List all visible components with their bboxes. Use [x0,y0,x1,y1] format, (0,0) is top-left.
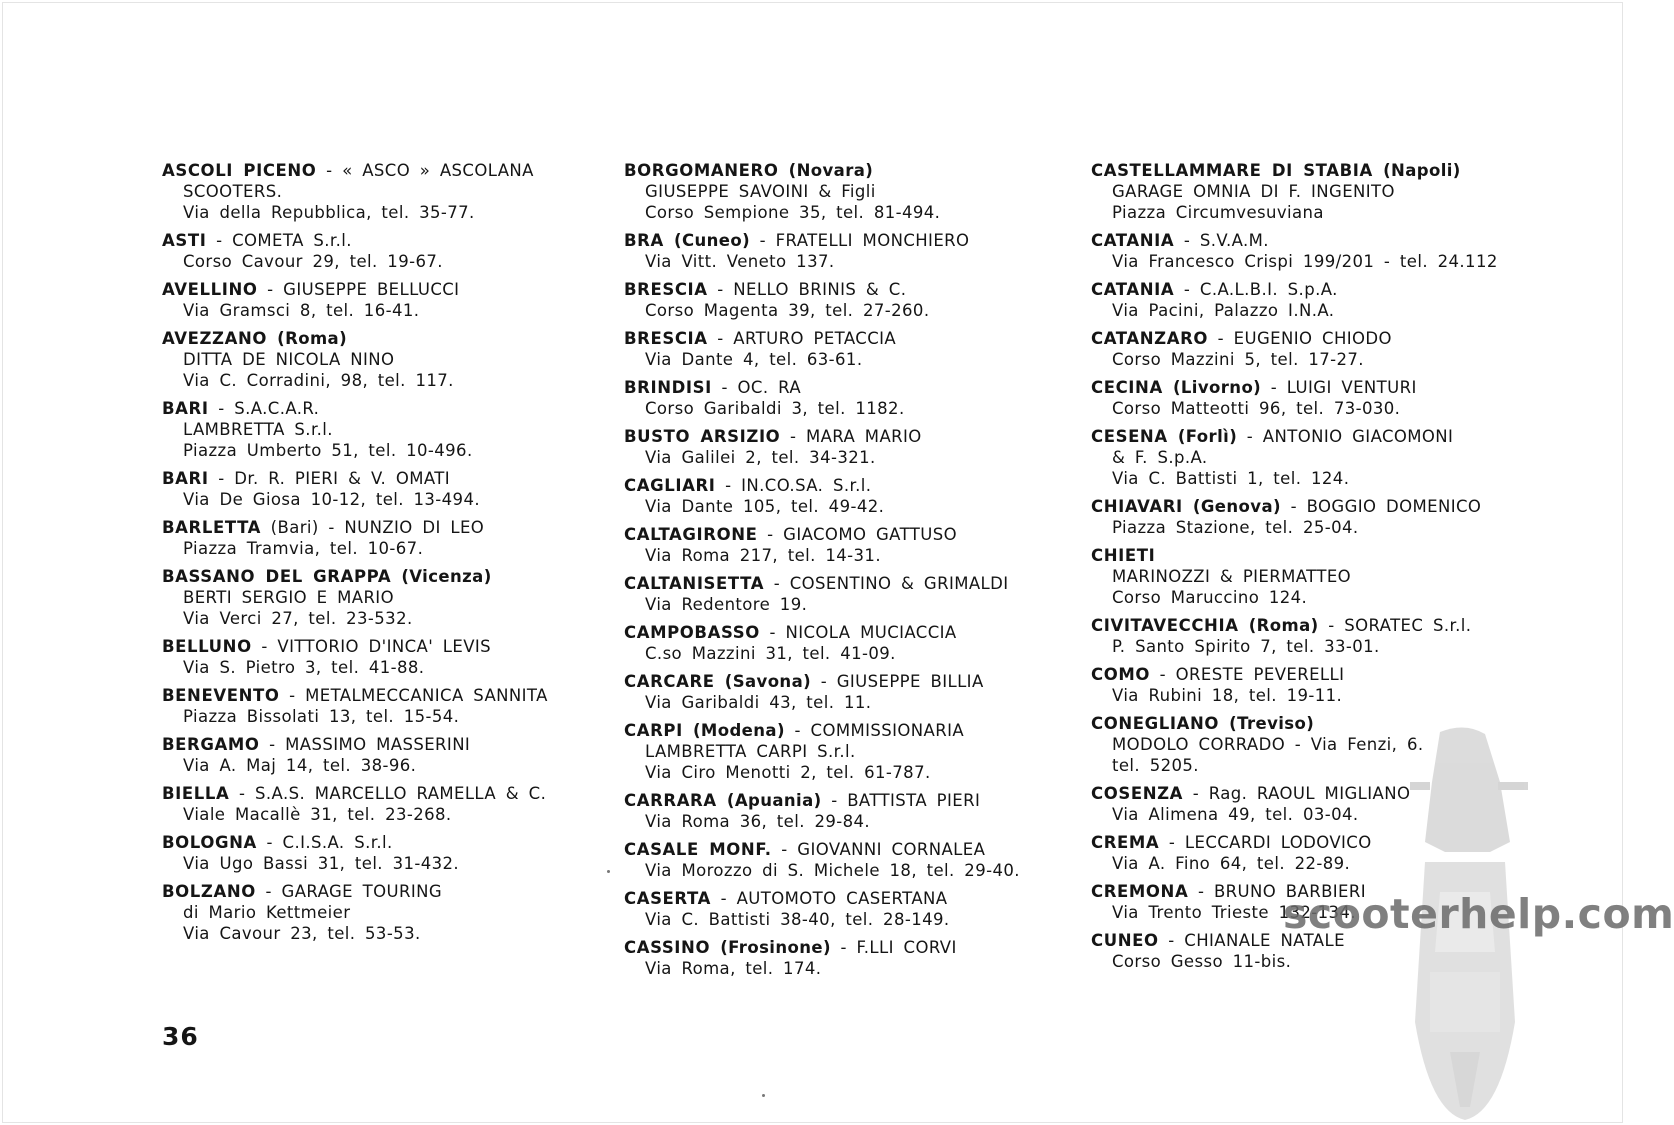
entry-city: CATANIA [1091,231,1175,250]
entry-heading-line [162,832,592,853]
entry-city: CHIAVARI [1091,497,1183,516]
scan-speck [607,870,610,873]
entry-text: Via Gramsci 8, tel. 16-41. [183,301,420,320]
entry-text: Via Ugo Bassi 31, tel. 31-432. [183,854,460,873]
entry-heading-line [162,230,592,251]
entry-city: CALTANISETTA [624,574,765,593]
directory-entry [162,685,592,727]
scan-speck [762,1094,765,1097]
entry-text: Piazza Circumvesuviana [1112,203,1324,222]
entry-region: (Forlì) [1167,427,1238,446]
entry-detail-line [1091,349,1531,370]
entry-heading-line [624,622,1064,643]
entry-text: Viale Macallè 31, tel. 23-268. [183,805,452,824]
entry-detail-line [624,447,1064,468]
entry-detail-line [162,349,592,370]
entry-detail-line [162,300,592,321]
entry-dealer: - « ASCO » ASCOLANA [316,161,534,180]
entry-city: CREMA [1091,833,1160,852]
entry-heading-line [1091,545,1531,566]
entry-region: (Treviso) [1219,714,1315,733]
entry-heading-line [624,377,1064,398]
entry-region: (Novara) [778,161,874,180]
directory-entry [162,230,592,272]
entry-detail-line [162,706,592,727]
entry-dealer: - MARA MARIO [780,427,922,446]
entry-city: CREMONA [1091,882,1189,901]
entry-text: GARAGE OMNIA DI F. INGENITO [1112,182,1395,201]
entry-text: Via Roma, tel. 174. [645,959,822,978]
entry-city: BRINDISI [624,378,712,397]
entry-heading-line [1091,328,1531,349]
entry-text: Via Roma 36, tel. 29-84. [645,812,871,831]
directory-entry [624,328,1064,370]
entry-dealer: - FRATELLI MONCHIERO [750,231,970,250]
entry-heading-line [624,671,1064,692]
entry-text: Corso Maruccino 124. [1112,588,1308,607]
directory-entry [624,622,1064,664]
entry-heading-line [624,888,1064,909]
entry-dealer: - GIOVANNI CORNALEA [771,840,986,859]
entry-detail-line [162,202,592,223]
entry-detail-line [624,398,1064,419]
entry-dealer: - F.LLI CORVI [830,938,957,957]
entry-heading-line [162,279,592,300]
entry-text: Via Cavour 23, tel. 53-53. [183,924,421,943]
directory-entry [1091,496,1531,538]
entry-text: Via della Repubblica, tel. 35-77. [183,203,475,222]
entry-heading-line [162,881,592,902]
entry-dealer: - METALMECCANICA SANNITA [279,686,548,705]
directory-entry [624,377,1064,419]
entry-region: (Savona) [714,672,812,691]
entry-heading-line [1091,377,1531,398]
entry-text: Via Vitt. Veneto 137. [645,252,835,271]
entry-dealer: - S.A.S. MARCELLO RAMELLA & C. [229,784,547,803]
entry-dealer: - S.A.C.A.R. [208,399,320,418]
entry-dealer: - C.A.L.B.I. S.p.A. [1174,280,1338,299]
directory-entry [1091,230,1531,272]
entry-text: Via Ciro Menotti 2, tel. 61-787. [645,763,931,782]
entry-city: BOLOGNA [162,833,257,852]
entry-text: Corso Mazzini 5, tel. 17-27. [1112,350,1364,369]
entry-city: BENEVENTO [162,686,280,705]
entry-dealer: - LECCARDI LODOVICO [1159,833,1372,852]
entry-heading-line [624,328,1064,349]
entry-city: CASSINO [624,938,711,957]
directory-entry [624,839,1064,881]
entry-text: GIUSEPPE SAVOINI & Figli [645,182,876,201]
entry-text: Via Dante 4, tel. 63-61. [645,350,863,369]
entry-text: Via Redentore 19. [645,595,808,614]
entry-city: ASTI [162,231,207,250]
entry-detail-line [1091,685,1531,706]
entry-dealer: - MASSIMO MASSERINI [259,735,471,754]
entry-city: CONEGLIANO [1091,714,1220,733]
entry-city: BRESCIA [624,280,708,299]
entry-city: CIVITAVECCHIA [1091,616,1239,635]
entry-dealer: - BOGGIO DOMENICO [1280,497,1482,516]
entry-city: BASSANO DEL GRAPPA [162,567,392,586]
entry-detail-line [624,251,1064,272]
entry-city: CESENA [1091,427,1168,446]
entry-dealer: - LUIGI VENTURI [1261,378,1417,397]
directory-entry [624,888,1064,930]
directory-entry [624,279,1064,321]
entry-dealer: - GIUSEPPE BILLIA [811,672,984,691]
entry-text: LAMBRETTA S.r.l. [183,420,333,439]
entry-text: Via A. Maj 14, tel. 38-96. [183,756,417,775]
directory-entry [624,160,1064,223]
entry-text: Via Pacini, Palazzo I.N.A. [1112,301,1335,320]
entry-detail-line [1091,398,1531,419]
entry-detail-line [162,587,592,608]
entry-city: BOLZANO [162,882,256,901]
entry-heading-line [162,685,592,706]
directory-entry [162,468,592,510]
directory-entry [162,160,592,223]
directory-entry [162,279,592,321]
entry-city: CASTELLAMMARE DI STABIA [1091,161,1373,180]
entry-region: (Cuneo) [663,231,751,250]
entry-text: Via C. Battisti 1, tel. 124. [1112,469,1350,488]
entry-text: Piazza Bissolati 13, tel. 15-54. [183,707,460,726]
directory-entry [162,328,592,391]
entry-dealer: - GIUSEPPE BELLUCCI [257,280,460,299]
entry-detail-line [624,496,1064,517]
entry-city: CALTAGIRONE [624,525,758,544]
entry-detail-line [1091,517,1531,538]
watermark-text: scooterhelp.com [1283,890,1674,938]
entry-region: (Livorno) [1162,378,1262,397]
entry-detail-line [624,181,1064,202]
entry-region: (Frosinone) [710,938,831,957]
entry-city: CARPI [624,721,683,740]
entry-text: Via C. Battisti 38-40, tel. 28-149. [645,910,950,929]
entry-city: CATANZARO [1091,329,1209,348]
entry-dealer: - COMETA S.r.l. [206,231,352,250]
entry-text: Via Alimena 49, tel. 03-04. [1112,805,1359,824]
entry-text: MARINOZZI & PIERMATTEO [1112,567,1352,586]
entry-detail-line [1091,202,1531,223]
entry-detail-line [162,419,592,440]
entry-text: Corso Cavour 29, tel. 19-67. [183,252,443,271]
directory-entry [1091,615,1531,657]
entry-city: ASCOLI PICENO [162,161,317,180]
entry-dealer: - AUTOMOTO CASERTANA [710,889,948,908]
entry-city: CASALE MONF. [624,840,772,859]
entry-text: & F. S.p.A. [1112,448,1208,467]
entry-city: BARI [162,399,209,418]
entry-city: CARRARA [624,791,717,810]
entry-heading-line [162,328,592,349]
entry-dealer: (Bari) - NUNZIO DI LEO [261,518,485,537]
directory-column-1 [162,160,592,951]
directory-entry [624,790,1064,832]
entry-heading-line [624,524,1064,545]
entry-heading-line [162,734,592,755]
directory-entry [624,671,1064,713]
entry-heading-line [1091,615,1531,636]
entry-city: CAGLIARI [624,476,716,495]
entry-text: DITTA DE NICOLA NINO [183,350,395,369]
entry-text: Via Verci 27, tel. 23-532. [183,609,413,628]
entry-detail-line [624,349,1064,370]
entry-text: Corso Gesso 11-bis. [1112,952,1292,971]
entry-heading-line [624,475,1064,496]
entry-city: AVELLINO [162,280,258,299]
entry-city: BARI [162,469,209,488]
entry-heading-line [162,398,592,419]
entry-text: Via Morozzo di S. Michele 18, tel. 29-40. [645,861,1020,880]
entry-city: BARLETTA [162,518,262,537]
entry-city: BUSTO ARSIZIO [624,427,781,446]
entry-text: Via Dante 105, tel. 49-42. [645,497,885,516]
entry-text: Via Rubini 18, tel. 19-11. [1112,686,1343,705]
entry-heading-line [162,468,592,489]
entry-heading-line [162,636,592,657]
entry-dealer: - IN.CO.SA. S.r.l. [715,476,872,495]
entry-text: Corso Garibaldi 3, tel. 1182. [645,399,905,418]
entry-dealer: - OC. RA [711,378,802,397]
directory-entry [162,398,592,461]
entry-region: (Roma) [267,329,348,348]
entry-dealer: - BRUNO BARBIERI [1188,882,1367,901]
entry-region: (Modena) [682,721,785,740]
entry-region: (Vicenza) [391,567,492,586]
entry-text: Via De Giosa 10-12, tel. 13-494. [183,490,481,509]
directory-entry [624,475,1064,517]
entry-heading-line [624,937,1064,958]
entry-heading-line [624,573,1064,594]
entry-heading-line [162,566,592,587]
directory-column-2 [624,160,1064,986]
entry-text: Via Garibaldi 43, tel. 11. [645,693,872,712]
entry-detail-line [162,440,592,461]
entry-detail-line [162,853,592,874]
entry-dealer: - SORATEC S.r.l. [1318,616,1472,635]
entry-detail-line [624,741,1064,762]
entry-text: tel. 5205. [1112,756,1199,775]
entry-text: Via A. Fino 64, tel. 22-89. [1112,854,1351,873]
entry-text: di Mario Kettmeier [183,903,351,922]
entry-region: (Genova) [1182,497,1281,516]
entry-city: BELLUNO [162,637,252,656]
entry-text: Piazza Tramvia, tel. 10-67. [183,539,424,558]
entry-city: CUNEO [1091,931,1159,950]
entry-detail-line [624,958,1064,979]
entry-text: Via Roma 217, tel. 14-31. [645,546,881,565]
entry-dealer: - Rag. RAOUL MIGLIANO [1183,784,1411,803]
entry-heading-line [624,426,1064,447]
directory-entry [1091,545,1531,608]
entry-detail-line [624,594,1064,615]
entry-text: Via Trento Trieste 132-134. [1112,903,1356,922]
entry-text: P. Santo Spirito 7, tel. 33-01. [1112,637,1380,656]
entry-heading-line [1091,426,1531,447]
entry-dealer: - NELLO BRINIS & C. [707,280,907,299]
entry-detail-line [624,545,1064,566]
entry-text: Piazza Umberto 51, tel. 10-496. [183,441,473,460]
entry-dealer: - Dr. R. PIERI & V. OMATI [208,469,451,488]
directory-entry [162,636,592,678]
directory-entry [162,881,592,944]
entry-city: CATANIA [1091,280,1175,299]
entry-text: BERTI SERGIO E MARIO [183,588,394,607]
entry-city: CASERTA [624,889,711,908]
entry-detail-line [624,692,1064,713]
entry-text: Via Francesco Crispi 199/201 - tel. 24.112 [1112,252,1498,271]
entry-heading-line [624,839,1064,860]
entry-text: LAMBRETTA CARPI S.r.l. [645,742,856,761]
entry-heading-line [624,160,1064,181]
entry-heading-line [162,160,592,181]
entry-detail-line [624,811,1064,832]
entry-region: (Napoli) [1372,161,1461,180]
entry-city: CAMPOBASSO [624,623,760,642]
entry-heading-line [1091,664,1531,685]
entry-detail-line [1091,251,1531,272]
entry-heading-line [1091,230,1531,251]
entry-detail-line [1091,587,1531,608]
entry-dealer: - VITTORIO D'INCA' LEVIS [251,637,492,656]
entry-city: BORGOMANERO [624,161,779,180]
entry-detail-line [162,902,592,923]
entry-detail-line [624,762,1064,783]
entry-text: MODOLO CORRADO - Via Fenzi, 6. [1112,735,1424,754]
entry-text: Corso Sempione 35, tel. 81-494. [645,203,941,222]
entry-detail-line [624,909,1064,930]
entry-dealer: - ANTONIO GIACOMONI [1237,427,1454,446]
entry-detail-line [162,538,592,559]
directory-entry [1091,377,1531,419]
entry-text: Via Galilei 2, tel. 34-321. [645,448,876,467]
entry-region: (Roma) [1238,616,1319,635]
entry-detail-line [162,181,592,202]
entry-city: BRESCIA [624,329,708,348]
entry-detail-line [162,804,592,825]
directory-entry [624,720,1064,783]
entry-city: COMO [1091,665,1150,684]
entry-detail-line [162,370,592,391]
entry-heading-line [1091,160,1531,181]
entry-detail-line [1091,468,1531,489]
entry-text: Piazza Stazione, tel. 25-04. [1112,518,1359,537]
entry-dealer: - COSENTINO & GRIMALDI [764,574,1009,593]
entry-city: CECINA [1091,378,1163,397]
entry-city: BRA [624,231,664,250]
entry-text: C.so Mazzini 31, tel. 41-09. [645,644,896,663]
entry-detail-line [162,489,592,510]
entry-text: Via C. Corradini, 98, tel. 117. [183,371,454,390]
entry-city: AVEZZANO [162,329,268,348]
entry-text: Corso Matteotti 96, tel. 73-030. [1112,399,1401,418]
entry-detail-line [624,643,1064,664]
entry-city: BIELLA [162,784,230,803]
entry-dealer: - ORESTE PEVERELLI [1149,665,1345,684]
entry-detail-line [1091,447,1531,468]
entry-heading-line [624,720,1064,741]
entry-detail-line [162,608,592,629]
entry-city: COSENZA [1091,784,1184,803]
directory-entry [624,230,1064,272]
entry-text: Via S. Pietro 3, tel. 41-88. [183,658,425,677]
entry-dealer: - ARTURO PETACCIA [707,329,897,348]
entry-detail-line [624,860,1064,881]
entry-heading-line [162,517,592,538]
entry-dealer: - CHIANALE NATALE [1158,931,1345,950]
page-number: 36 [162,1022,199,1051]
entry-detail-line [1091,181,1531,202]
entry-text: SCOOTERS. [183,182,283,201]
directory-entry [1091,664,1531,706]
directory-entry [162,517,592,559]
entry-city: CARCARE [624,672,715,691]
directory-entry [162,734,592,776]
entry-heading-line [624,230,1064,251]
entry-detail-line [1091,300,1531,321]
entry-dealer: - BATTISTA PIERI [821,791,981,810]
directory-entry [624,426,1064,468]
entry-dealer: - NICOLA MUCIACCIA [759,623,957,642]
entry-dealer: - EUGENIO CHIODO [1208,329,1392,348]
entry-heading-line [162,783,592,804]
entry-detail-line [162,657,592,678]
entry-city: CHIETI [1091,546,1156,565]
directory-entry [162,566,592,629]
directory-entry [1091,279,1531,321]
directory-entry [1091,160,1531,223]
entry-heading-line [1091,279,1531,300]
entry-detail-line [624,300,1064,321]
directory-entry [162,832,592,874]
directory-entry [624,573,1064,615]
entry-dealer: - C.I.S.A. S.r.l. [256,833,393,852]
entry-region: (Apuania) [716,791,822,810]
entry-dealer: - GARAGE TOURING [255,882,443,901]
entry-heading-line [1091,496,1531,517]
entry-dealer: - COMMISSIONARIA [784,721,965,740]
entry-detail-line [162,923,592,944]
entry-dealer: - GIACOMO GATTUSO [757,525,957,544]
entry-detail-line [162,755,592,776]
directory-entry [624,524,1064,566]
entry-detail-line [162,251,592,272]
entry-detail-line [1091,636,1531,657]
directory-entry [1091,328,1531,370]
entry-heading-line [624,790,1064,811]
entry-dealer: - S.V.A.M. [1174,231,1269,250]
directory-entry [1091,426,1531,489]
directory-entry [624,937,1064,979]
entry-heading-line [624,279,1064,300]
entry-text: Corso Magenta 39, tel. 27-260. [645,301,930,320]
directory-entry [162,783,592,825]
entry-detail-line [624,202,1064,223]
entry-city: BERGAMO [162,735,260,754]
entry-detail-line [1091,566,1531,587]
